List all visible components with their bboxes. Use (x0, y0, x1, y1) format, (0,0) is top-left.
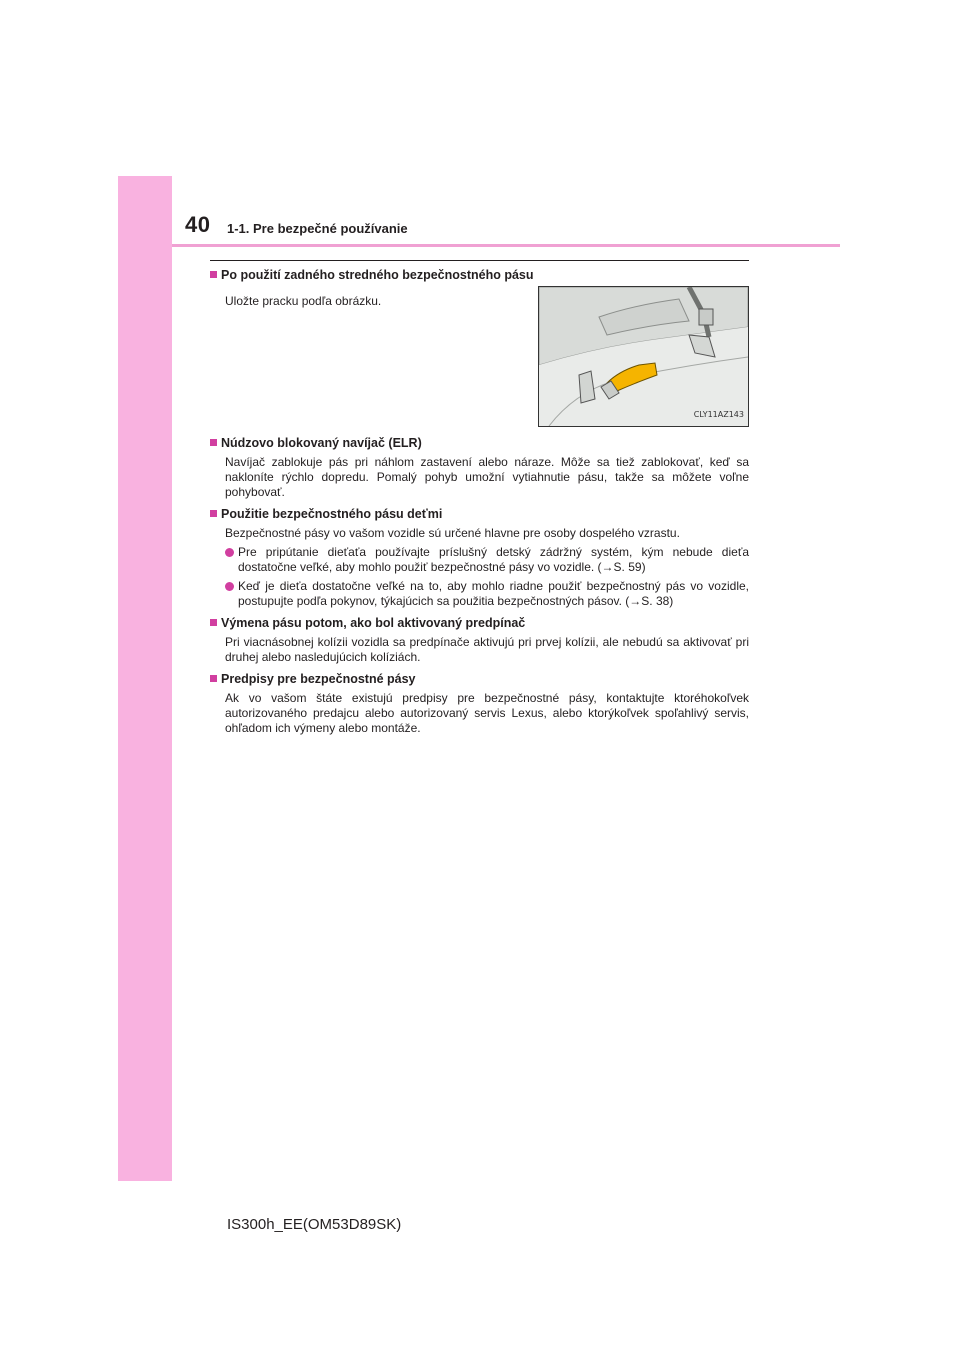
section-buckle-storage (210, 267, 749, 427)
content-top-rule (210, 260, 749, 261)
content-area (210, 267, 749, 736)
section-square-icon (210, 510, 217, 517)
bullet-item: Keď je dieťa dostatočne veľké na to, aby mohlo riadne použiť bezpečnostný pás vo vozidle, postupujte podľa pokynov, týkajúcich sa použitia bezpečnostných pásov. (→S. 38) (225, 579, 749, 609)
section-elr (210, 435, 749, 500)
section-text: Ak vo vašom štáte existujú predpisy pre bezpečnostné pásy, kontaktujte ktoréhokoľvek autorizovaného predajcu alebo autorizovaný servis Lexus, alebo ktorýkoľvek spoľahlivý servis, ohľadom ich výmeny alebo montáže. (225, 691, 749, 735)
chapter-title: 1-1. Pre bezpečné používanie (227, 221, 408, 236)
section-square-icon (210, 271, 217, 278)
footer-model-code: IS300h_EE(OM53D89SK) (227, 1216, 402, 1233)
section-title: Použitie bezpečnostného pásu deťmi (221, 507, 443, 521)
section-text: Uložte pracku podľa obrázku. (225, 294, 382, 308)
section-text: Navíjač zablokuje pás pri náhlom zastavení alebo náraze. Môže sa tiež zablokovať, keď sa nakloníte rýchlo dopredu. Pomalý pohyb umožní vytiahnutie pásu, takže sa môžete voľne pohybovať. (225, 455, 749, 499)
section-square-icon (210, 439, 217, 446)
section-title: Predpisy pre bezpečnostné pásy (221, 672, 416, 686)
bullet-item: Pre pripútanie dieťaťa používajte príslušný detský zádržný systém, kým nebude dieťa dostatočne veľké, aby mohlo použiť bezpečnostné pásy vo vozidle. (→S. 59) (225, 545, 749, 575)
section-children (210, 506, 749, 609)
section-pretensioner (210, 615, 749, 665)
section-title: Výmena pásu potom, ako bol aktivovaný predpínač (221, 616, 526, 630)
rear-seat-drawing (539, 287, 748, 426)
section-title: Núdzovo blokovaný navíjač (ELR) (221, 436, 422, 450)
page-number: 40 (185, 212, 211, 237)
header-rule (172, 244, 840, 247)
seat-buckle-illustration (538, 286, 749, 427)
section-square-icon (210, 619, 217, 626)
figure-code: CLY11AZ143 (693, 410, 744, 419)
side-tab-band (118, 176, 172, 1181)
section-text: Pri viacnásobnej kolízii vozidla sa predpínače aktivujú pri prvej kolízii, ale nebudú sa aktivovať pri druhej alebo nasledujúcich kolíziách. (225, 635, 749, 664)
section-title: Po použití zadného stredného bezpečnostného pásu (221, 268, 534, 282)
section-regulations (210, 671, 749, 736)
section-square-icon (210, 675, 217, 682)
section-text: Bezpečnostné pásy vo vašom vozidle sú určené hlavne pre osoby dospelého vzrastu. (225, 526, 680, 540)
bullet-dot-icon (225, 548, 234, 557)
bullet-dot-icon (225, 582, 234, 591)
